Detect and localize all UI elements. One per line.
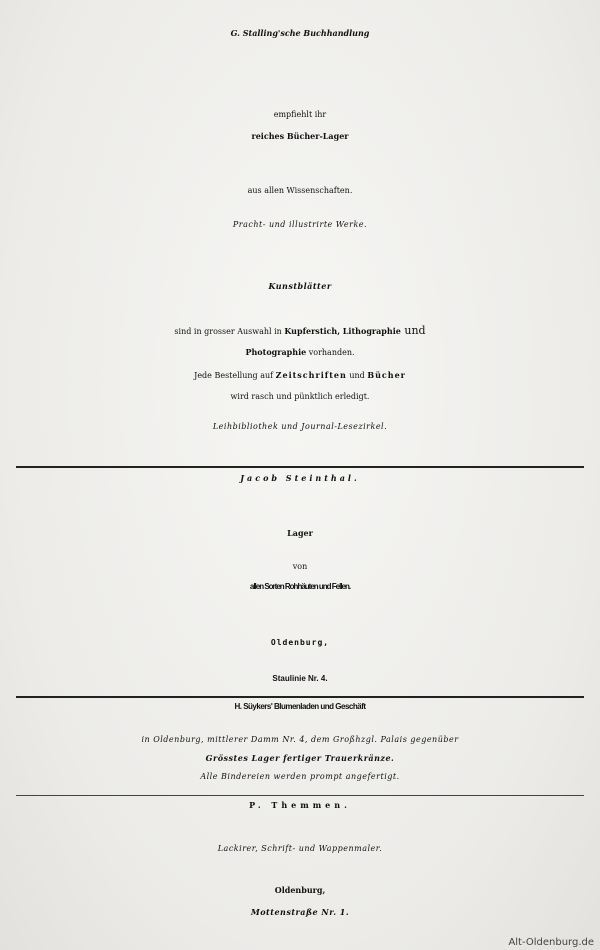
ad1-line7 xyxy=(0,324,600,337)
ad2-line2: Lager xyxy=(287,528,313,538)
ad1-line9-d: Bücher xyxy=(367,370,406,380)
site-credit: Alt-Oldenburg.de xyxy=(508,937,594,948)
divider-1 xyxy=(16,466,584,468)
ad4-name: P. Themmen. xyxy=(249,800,351,810)
ad1-line8 xyxy=(0,347,600,357)
ad1-line7-a: sind in grosser Auswahl in xyxy=(174,327,285,336)
ad4-line4: Mottenstraße Nr. 1. xyxy=(250,907,350,917)
ad3-name: H. Süykers' Blumenladen und Geschäft xyxy=(234,702,366,711)
ad1-line2: empfiehlt ihr xyxy=(273,110,327,119)
ad1-line3: reiches Bücher-Lager xyxy=(251,131,349,141)
ad1-line11: Leihbibliothek und Journal-Lesezirkel. xyxy=(212,422,388,431)
ad3-line3: Grösstes Lager fertiger Trauerkränze. xyxy=(205,753,395,763)
ad4-line3: Oldenburg, xyxy=(274,885,326,895)
ad2-line5: Oldenburg, xyxy=(270,638,330,647)
ad3-line4: Alle Bindereien werden prompt angefertigt. xyxy=(200,772,400,781)
ad1-line9-a: Jede Bestellung auf xyxy=(194,371,276,380)
ad1-line9 xyxy=(0,370,600,380)
ad1-line7-b: Kupferstich, Lithographie xyxy=(284,326,401,336)
ad1-line8-a: Photographie xyxy=(245,347,307,357)
divider-2 xyxy=(16,696,584,698)
ad1-line9-b: Zeitschriften xyxy=(275,370,347,380)
ad2-line4: allen Sorten Rohhäuten und Fellen. xyxy=(249,582,351,591)
divider-3 xyxy=(16,795,584,796)
ad1-line8-b: vorhanden. xyxy=(306,348,355,357)
ad2-line3: von xyxy=(292,562,308,571)
ad3-line2: in Oldenburg, mittlerer Damm Nr. 4, dem Großhzgl. Palais gegenüber xyxy=(141,735,459,744)
ad1-line9-c: und xyxy=(346,371,368,380)
ad2-line6: Staulinie Nr. 4. xyxy=(272,674,328,683)
ad2-name: Jacob Steinthal. xyxy=(240,473,360,483)
ad1-line10: wird rasch und pünktlich erledigt. xyxy=(230,392,370,401)
ad1-line6: Kunstblätter xyxy=(268,281,332,291)
ad4-line2: Lackirer, Schrift- und Wappenmaler. xyxy=(217,844,383,853)
ad1-line7-c: und xyxy=(400,324,426,337)
ad1-line4: aus allen Wissenschaften. xyxy=(247,186,353,195)
ad1-firm-name: G. Stalling'sche Buchhandlung xyxy=(230,28,370,38)
ad1-line5: Pracht- und illustrirte Werke. xyxy=(232,220,368,229)
